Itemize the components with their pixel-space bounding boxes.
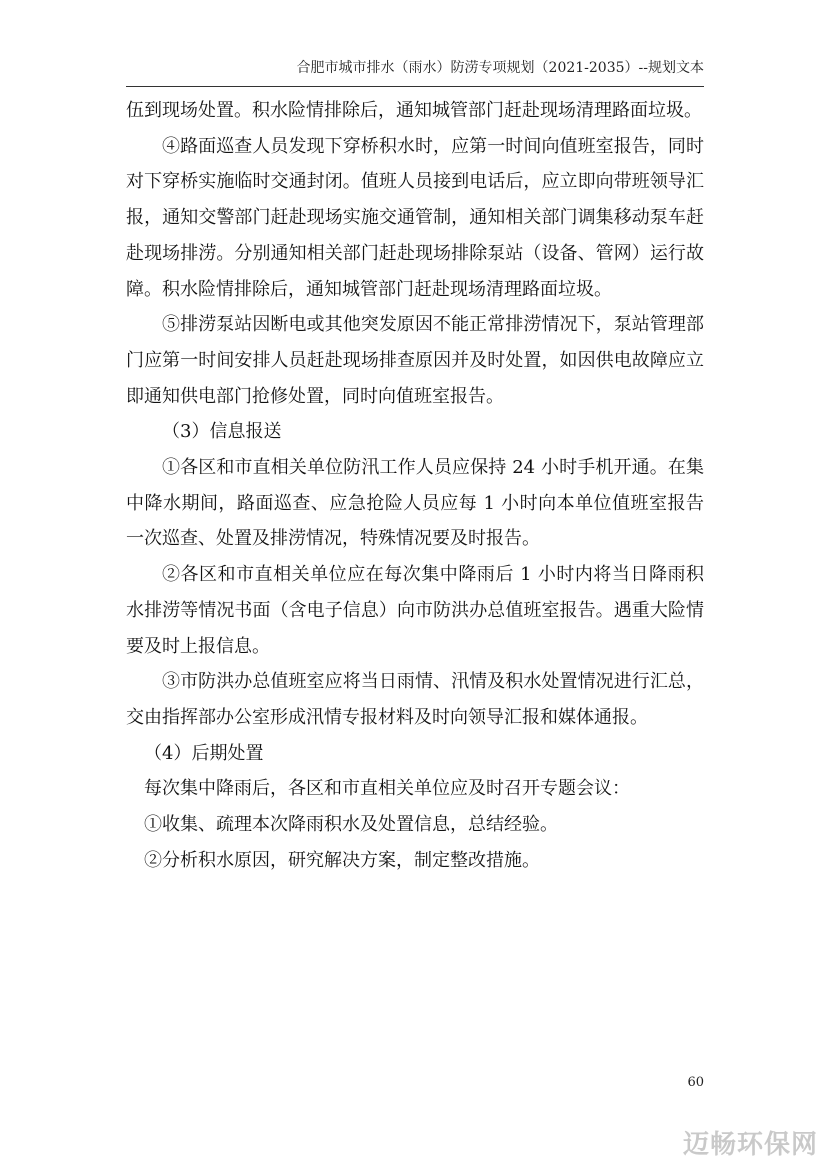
- paragraph-info-1: ①各区和市直相关单位防汛工作人员应保持 24 小时手机开通。在集中降水期间，路面巡查、应急抢险人员应每 1 小时向本单位值班室报告一次巡查、处置及排涝情况，特殊情况要及时报告。: [126, 457, 704, 550]
- section-heading-aftermath: （4）后期处置: [144, 742, 264, 764]
- paragraph-item-4: ④路面巡查人员发现下穿桥积水时，应第一时间向值班室报告，同时对下穿桥实施临时交通封闭。值班人员接到电话后，应立即向带班领导汇报，通知交警部门赶赴现场实施交通管制，通知相关部门调集移动泵车赶赴现场排涝。分别通知相关部门赶赴现场排除泵站（设备、管网）运行故障。积水险情排除后，通知城管部门赶赴现场清理路面垃圾。: [126, 135, 704, 300]
- paragraph-info-3: ③市防洪办总值班室应将当日雨情、汛情及积水处置情况进行汇总，交由指挥部办公室形成汛情专报材料及时向领导汇报和媒体通报。: [126, 671, 704, 728]
- document-body: [126, 93, 704, 878]
- paragraph-aftermath-2: ②分析积水原因，研究解决方案，制定整改措施。: [144, 849, 540, 871]
- section-heading-info-reporting: （3）信息报送: [162, 421, 282, 443]
- page-number: 60: [687, 1075, 704, 1090]
- watermark: 迈畅环保网: [682, 1130, 818, 1160]
- paragraph-aftermath-intro: 每次集中降雨后，各区和市直相关单位应及时召开专题会议：: [144, 778, 630, 800]
- paragraph-item-5: ⑤排涝泵站因断电或其他突发原因不能正常排涝情况下，泵站管理部门应第一时间安排人员赶赴现场排查原因并及时处置，如因供电故障应立即通知供电部门抢修处置，同时向值班室报告。: [126, 314, 704, 407]
- paragraph-aftermath-1: ①收集、疏理本次降雨积水及处置信息，总结经验。: [144, 814, 558, 836]
- running-header: 合肥市城市排水（雨水）防涝专项规划（2021-2035）--规划文本: [296, 60, 704, 76]
- paragraph-continuation: 伍到现场处置。积水险情排除后，通知城管部门赶赴现场清理路面垃圾。: [126, 100, 702, 121]
- header-divider: [126, 86, 704, 87]
- paragraph-info-2: ②各区和市直相关单位应在每次集中降雨后 1 小时内将当日降雨积水排涝等情况书面（含电子信息）向市防洪办总值班室报告。遇重大险情要及时上报信息。: [126, 564, 704, 657]
